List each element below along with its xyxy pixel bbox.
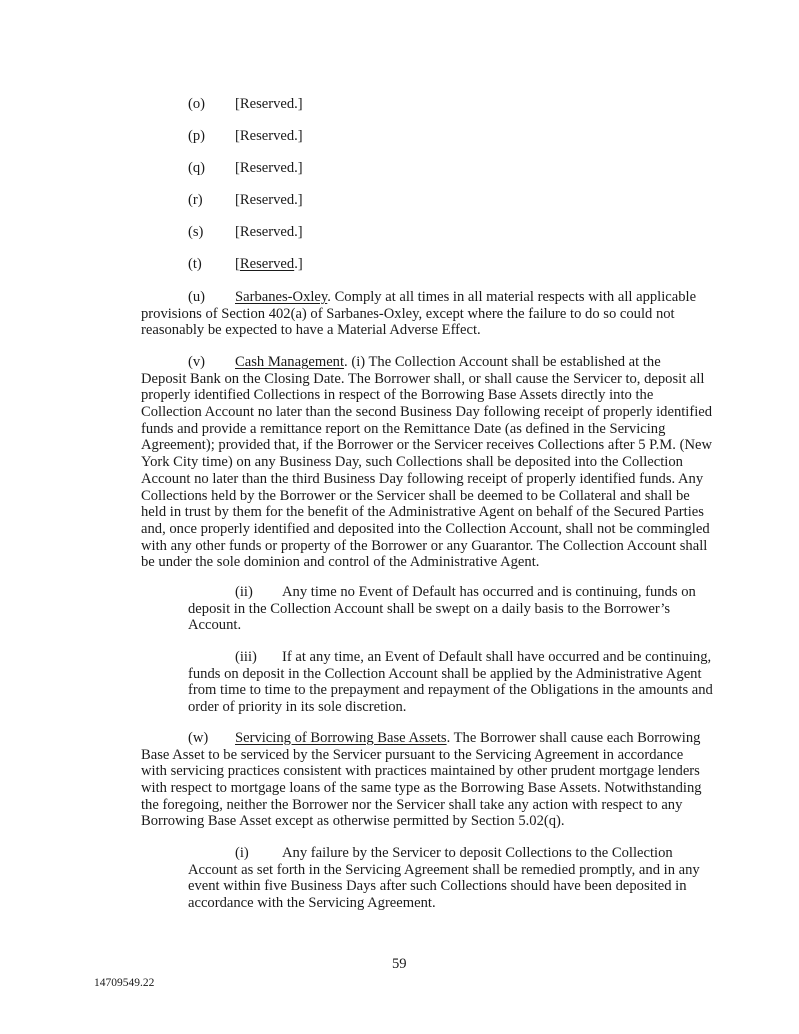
subsection-label: (iii) — [235, 649, 257, 665]
section-line: with servicing practices consistent with practices maintained by other prudent mortgage lenders — [141, 763, 700, 780]
section-line: provisions of Section 402(a) of Sarbanes-Oxley, except where the failure to do so could not — [141, 305, 675, 322]
subsection-line: Any time no Event of Default has occurred and is continuing, funds on — [282, 584, 696, 600]
subsection-label: (ii) — [235, 584, 253, 600]
item-text-pre: [ — [235, 256, 240, 272]
section-w-servicing — [141, 730, 716, 830]
reserved-item-t — [188, 256, 303, 273]
item-label: (o) — [188, 96, 206, 112]
section-line: properly identified Collections in respect of the Borrowing Base Assets directly into the — [141, 387, 654, 404]
reserved-item-p — [188, 128, 303, 145]
item-text: [Reserved.] — [235, 128, 303, 144]
subsection-line: from time to time to the prepayment and repayment of the Obligations in the amounts and — [188, 682, 713, 699]
reserved-item-s — [188, 224, 303, 241]
section-line: the foregoing, neither the Borrower nor the Servicer shall take any action with respect to any — [141, 796, 683, 813]
item-label: (p) — [188, 128, 206, 144]
section-line: Collection Account no later than the second Business Day following receipt of properly identified — [141, 404, 713, 421]
section-line: and, once properly identified and deposited into the Collection Account, shall not be commingled — [141, 520, 710, 537]
reserved-item-o — [188, 96, 303, 113]
section-line: with any other funds or property of the Borrower or any Guarantor. The Collection Account shall — [141, 537, 708, 554]
section-line: funds and provide a remittance report on the Remittance Date (as defined in the Servicing — [141, 420, 666, 437]
section-label: (v) — [188, 354, 206, 370]
item-text-underlined: Reserved — [239, 256, 295, 272]
document-id: 14709549.22 — [94, 977, 155, 989]
subsection-label: (i) — [235, 845, 249, 861]
section-v-subsection-iii — [188, 649, 718, 716]
item-text-post: .] — [294, 256, 303, 272]
subsection-line: deposit in the Collection Account shall be swept on a daily basis to the Borrower’s — [188, 600, 671, 617]
section-line: Collections held by the Borrower or the Servicer shall be deemed to be Collateral and shall be — [141, 487, 690, 504]
subsection-line: order of priority in its sole discretion. — [188, 699, 407, 716]
section-label: (w) — [188, 730, 209, 746]
section-line: Deposit Bank on the Closing Date. The Borrower shall, or shall cause the Servicer to, deposit all — [141, 370, 705, 387]
item-text: [Reserved.] — [235, 224, 303, 240]
section-heading: Sarbanes-Oxley — [235, 289, 328, 305]
section-heading: Servicing of Borrowing Base Assets — [235, 730, 447, 746]
item-label: (q) — [188, 160, 206, 176]
reserved-item-q — [188, 160, 303, 177]
section-line: York City time) on any Business Day, such Collections shall be deposited into the Collection — [141, 454, 683, 471]
item-label: (t) — [188, 256, 202, 272]
section-line: held in trust by them for the benefit of the Administrative Agent on behalf of the Secured Parties — [141, 504, 704, 521]
section-u-sarbanes-oxley — [141, 289, 716, 339]
section-line: . (i) The Collection Account shall be established at the — [344, 354, 661, 370]
section-w-subsection-i — [188, 845, 718, 912]
subsection-line: accordance with the Servicing Agreement. — [188, 895, 436, 912]
section-line: . The Borrower shall cause each Borrowing — [446, 730, 701, 746]
subsection-line: funds on deposit in the Collection Account shall be applied by the Administrative Agent — [188, 665, 702, 682]
section-line: reasonably be expected to have a Material Adverse Effect. — [141, 322, 481, 339]
subsection-line: Account as set forth in the Servicing Agreement shall be remedied promptly, and in any — [188, 861, 700, 878]
section-label: (u) — [188, 289, 206, 305]
section-line: . Comply at all times in all material respects with all applicable — [327, 289, 697, 305]
subsection-line: Account. — [188, 617, 242, 634]
item-label: (s) — [188, 224, 204, 240]
section-heading: Cash Management — [235, 354, 345, 370]
subsection-line: If at any time, an Event of Default shall have occurred and be continuing, — [282, 649, 712, 665]
section-v-subsection-ii — [188, 584, 718, 634]
section-line: Agreement); provided that, if the Borrower or the Servicer receives Collections after 5 P.M. (New — [141, 437, 712, 454]
section-line: with respect to mortgage loans of the same type as the Borrowing Base Assets. Notwithstanding — [141, 780, 702, 797]
item-label: (r) — [188, 192, 203, 208]
subsection-line: event within five Business Days after such Collections should have been deposited in — [188, 878, 687, 895]
section-line: be under the sole dominion and control of the Administrative Agent. — [141, 554, 540, 571]
item-text: [Reserved.] — [235, 192, 303, 208]
item-text: [Reserved.] — [235, 96, 303, 112]
section-line: Account no later than the third Business Day following receipt of properly identified funds. Any — [141, 470, 704, 487]
section-v-cash-management — [141, 354, 716, 571]
section-line: Borrowing Base Asset except as otherwise permitted by Section 5.02(q). — [141, 813, 565, 830]
reserved-item-r — [188, 192, 303, 209]
page-number: 59 — [392, 956, 407, 972]
subsection-line: Any failure by the Servicer to deposit Collections to the Collection — [282, 845, 673, 861]
item-text: [Reserved.] — [235, 160, 303, 176]
section-line: Base Asset to be serviced by the Servicer pursuant to the Servicing Agreement in accordance — [141, 746, 684, 763]
